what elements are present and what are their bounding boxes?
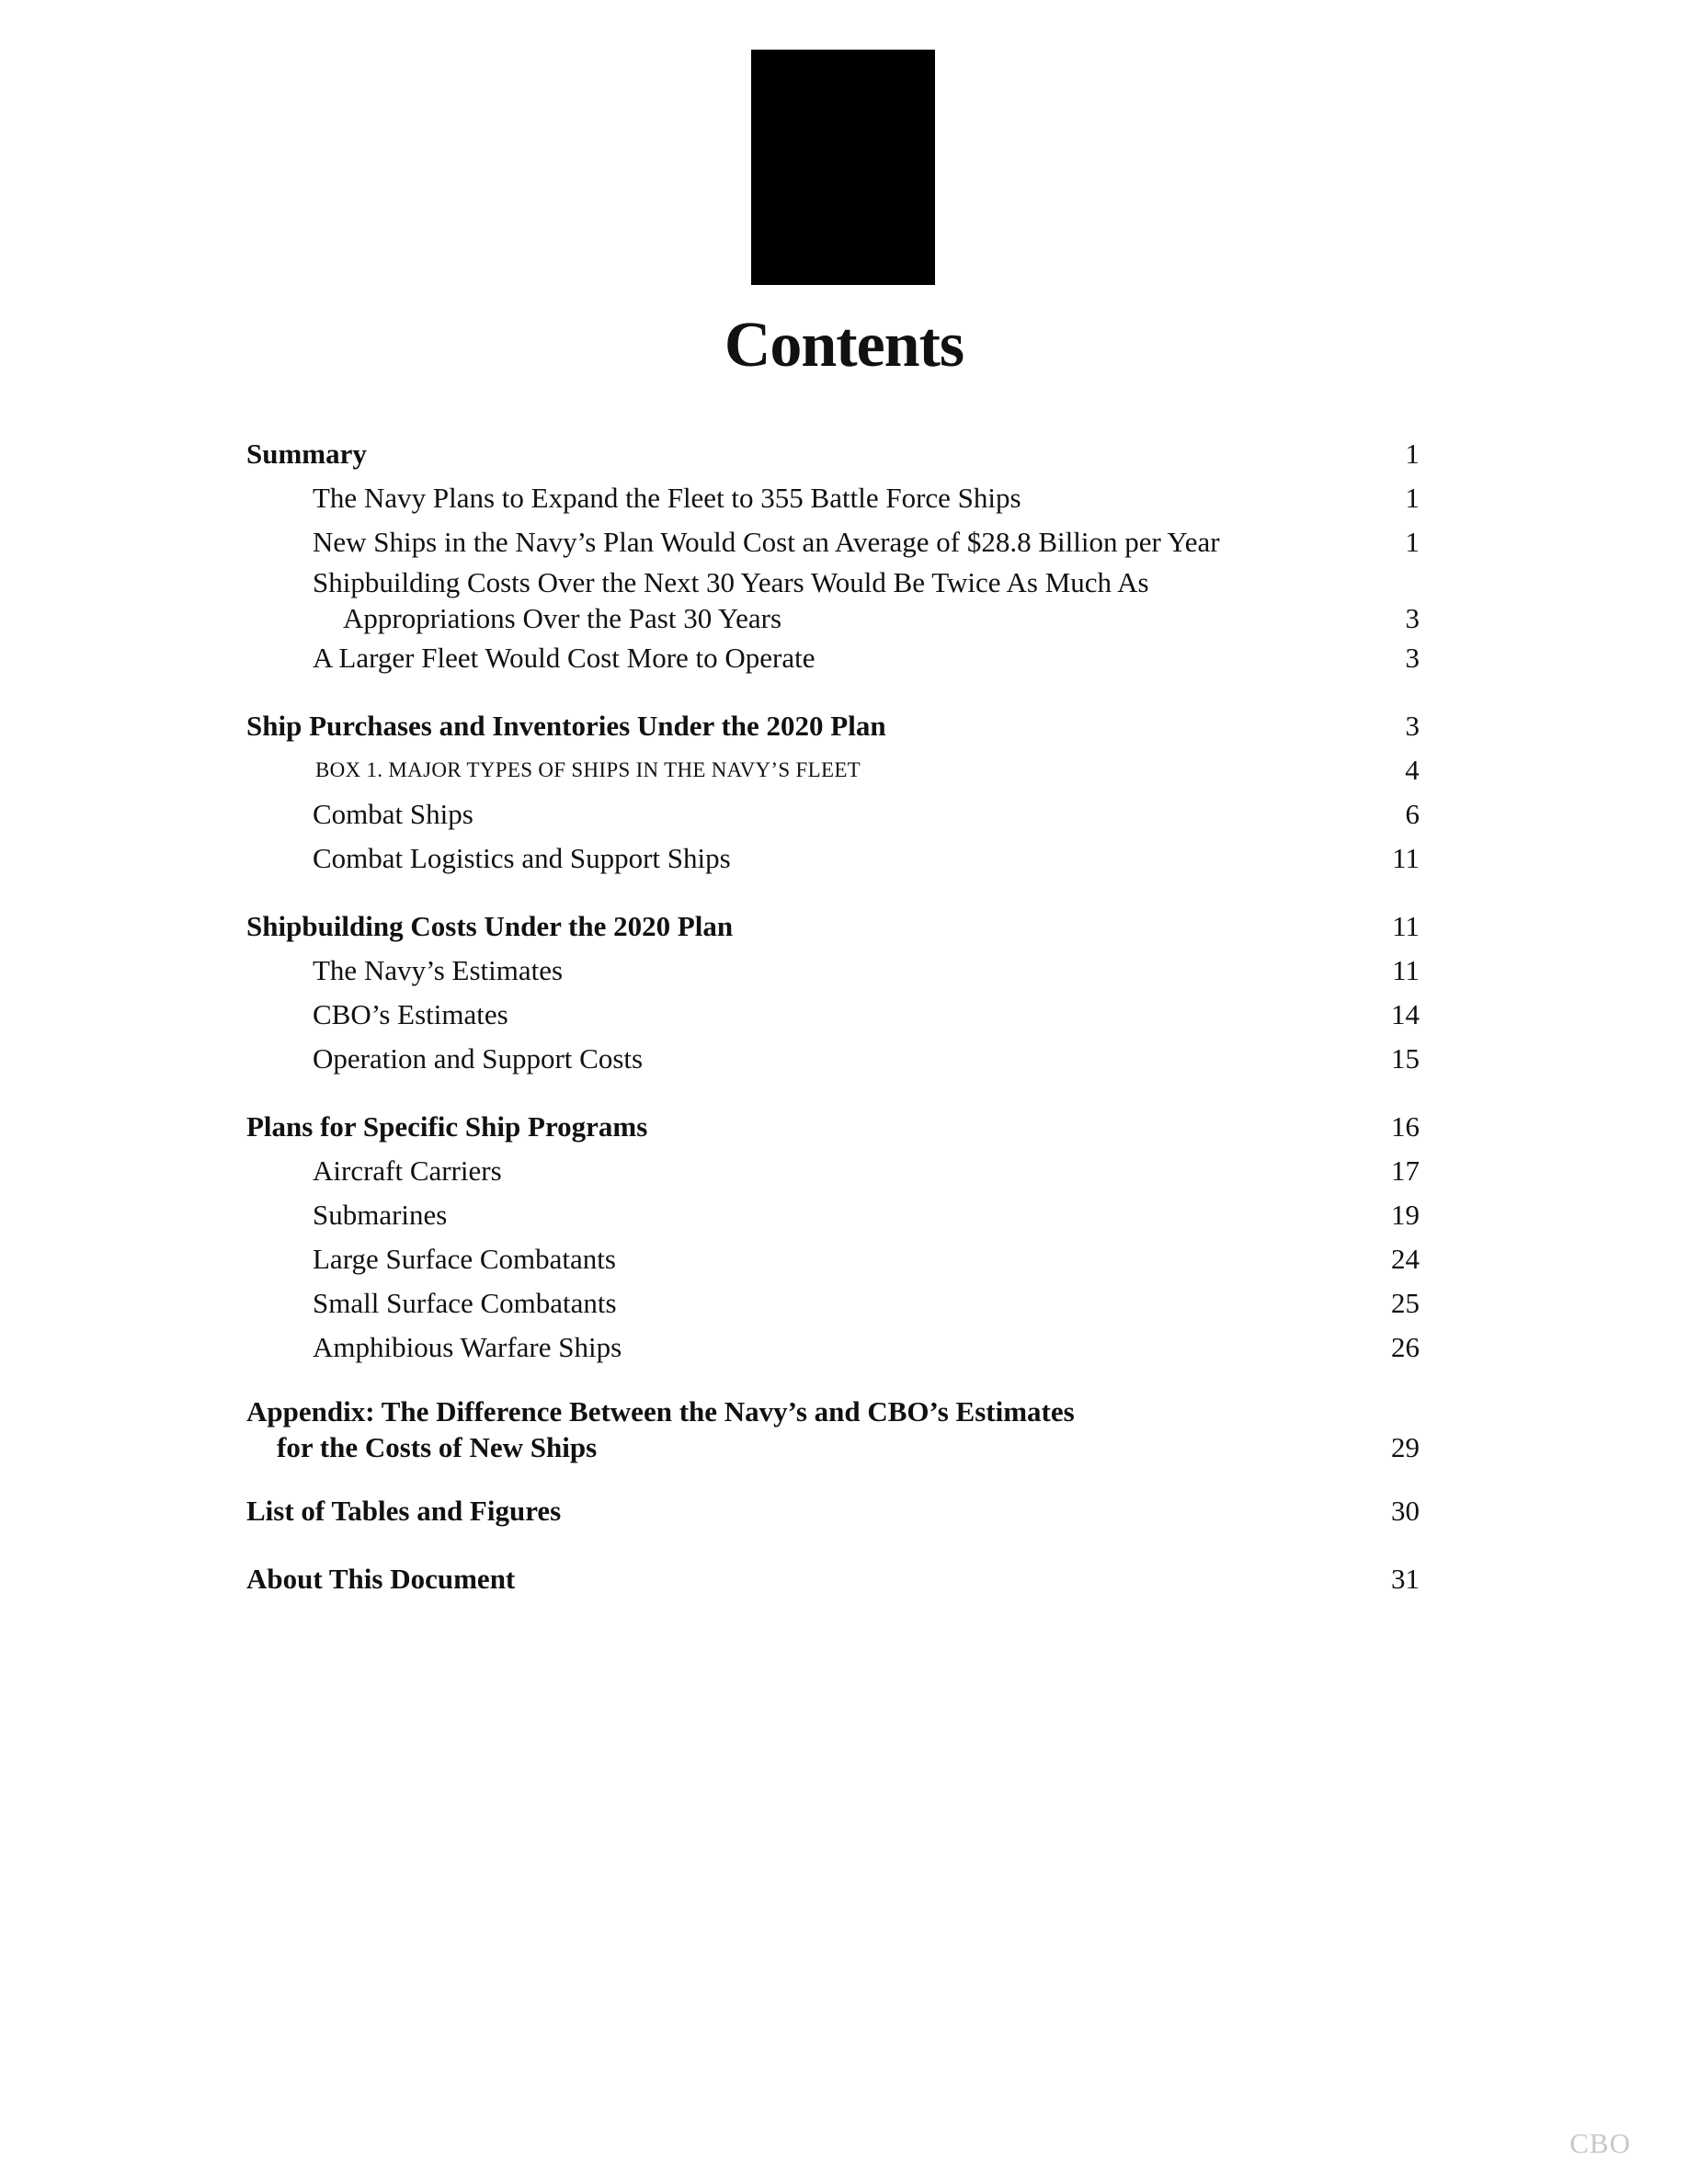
toc-page-number: 11 [1392, 842, 1420, 874]
toc-page-number: 3 [1405, 710, 1420, 742]
toc-heading-summary[interactable] [246, 432, 1420, 476]
table-of-contents [246, 432, 1420, 1625]
toc-heading-ship-purchases[interactable] [246, 704, 1420, 748]
toc-page-number: 17 [1391, 1155, 1420, 1187]
toc-entry-label: The Navy Plans to Expand the Fleet to 355 Battle Force Ships [313, 482, 1021, 514]
toc-entry-label: BOX 1. MAJOR TYPES OF SHIPS IN THE NAVY’S FLEET [315, 758, 861, 781]
toc-entry-label: Amphibious Warfare Ships [313, 1331, 622, 1363]
toc-entry-label: Combat Ships [313, 798, 473, 830]
toc-entry[interactable] [246, 1149, 1420, 1193]
toc-page-number: 11 [1392, 954, 1420, 986]
toc-heading-label: Plans for Specific Ship Programs [246, 1110, 648, 1143]
toc-entry[interactable] [246, 520, 1420, 564]
toc-entry[interactable] [246, 1237, 1420, 1281]
toc-page-number: 29 [1391, 1431, 1420, 1463]
toc-heading-ship-programs[interactable] [246, 1105, 1420, 1149]
toc-entry[interactable] [246, 949, 1420, 993]
toc-entry-label: The Navy’s Estimates [313, 954, 564, 986]
toc-entry-label [313, 564, 1364, 636]
toc-page-number: 31 [1391, 1563, 1420, 1595]
toc-page-number: 1 [1405, 526, 1420, 558]
toc-heading-about[interactable] [246, 1557, 1420, 1601]
toc-heading-label: Summary [246, 438, 367, 470]
toc-page-number: 26 [1391, 1331, 1420, 1363]
page-title: Contents [724, 310, 964, 381]
toc-entry-label: Combat Logistics and Support Ships [313, 842, 731, 874]
toc-heading-label-line2: for the Costs of New Ships [277, 1431, 598, 1463]
toc-entry-label: A Larger Fleet Would Cost More to Operate [313, 642, 815, 674]
toc-entry[interactable] [246, 1325, 1420, 1370]
toc-box-entry[interactable] [246, 748, 1420, 792]
toc-page-number: 1 [1405, 438, 1420, 470]
toc-section-tables-figures [246, 1489, 1420, 1533]
toc-heading-label: About This Document [246, 1563, 516, 1595]
toc-page-number: 30 [1391, 1495, 1420, 1527]
toc-heading-tables-figures[interactable] [246, 1489, 1420, 1533]
toc-entry[interactable] [246, 1193, 1420, 1237]
toc-entry-label: Submarines [313, 1199, 448, 1231]
toc-page-number: 14 [1391, 998, 1420, 1030]
toc-section-shipbuilding-costs [246, 904, 1420, 1081]
toc-entry[interactable] [246, 476, 1420, 520]
toc-page-number: 4 [1405, 754, 1420, 786]
toc-heading-label: List of Tables and Figures [246, 1495, 562, 1527]
toc-entry[interactable] [246, 993, 1420, 1037]
toc-entry[interactable] [246, 636, 1420, 680]
toc-entry-label-line1: Shipbuilding Costs Over the Next 30 Years Would Be Twice As Much As [313, 566, 1149, 598]
toc-heading-label-line1: Appendix: The Difference Between the Navy’s and CBO’s Estimates [246, 1395, 1075, 1428]
toc-heading-label [246, 1393, 1364, 1465]
toc-entry-label: Small Surface Combatants [313, 1287, 617, 1319]
toc-section-summary [246, 432, 1420, 680]
toc-page-number: 3 [1405, 642, 1420, 674]
toc-section-ship-purchases [246, 704, 1420, 881]
toc-entry-label: Large Surface Combatants [313, 1243, 616, 1275]
toc-entry-label: Operation and Support Costs [313, 1042, 644, 1075]
toc-heading-label: Shipbuilding Costs Under the 2020 Plan [246, 910, 734, 942]
toc-section-about [246, 1557, 1420, 1601]
header-black-block [751, 50, 935, 285]
toc-section-appendix [246, 1393, 1420, 1465]
toc-page-number: 15 [1391, 1042, 1420, 1075]
toc-page-number: 25 [1391, 1287, 1420, 1319]
toc-page-number: 16 [1391, 1110, 1420, 1143]
toc-entry[interactable] [246, 564, 1420, 636]
toc-entry-label-line2: Appropriations Over the Past 30 Years [343, 602, 782, 634]
toc-entry-label: CBO’s Estimates [313, 998, 508, 1030]
toc-entry[interactable] [246, 792, 1420, 836]
toc-heading-label: Ship Purchases and Inventories Under the 2020 Plan [246, 710, 886, 742]
toc-entry-label: Aircraft Carriers [313, 1155, 502, 1187]
toc-entry[interactable] [246, 1037, 1420, 1081]
toc-page-number: 3 [1405, 602, 1420, 634]
toc-section-ship-programs [246, 1105, 1420, 1370]
toc-page-number: 6 [1405, 798, 1420, 830]
toc-entry-label: New Ships in the Navy’s Plan Would Cost an Average of $28.8 Billion per Year [313, 526, 1220, 558]
toc-entry[interactable] [246, 1281, 1420, 1325]
toc-entry[interactable] [246, 836, 1420, 881]
toc-heading-shipbuilding-costs[interactable] [246, 904, 1420, 949]
toc-page-number: 1 [1405, 482, 1420, 514]
toc-heading-appendix[interactable] [246, 1393, 1420, 1465]
toc-page-number: 19 [1391, 1199, 1420, 1231]
cbo-footer-mark: CBO [1569, 2127, 1631, 2159]
toc-page-number: 11 [1392, 910, 1420, 942]
toc-page-number: 24 [1391, 1243, 1420, 1275]
